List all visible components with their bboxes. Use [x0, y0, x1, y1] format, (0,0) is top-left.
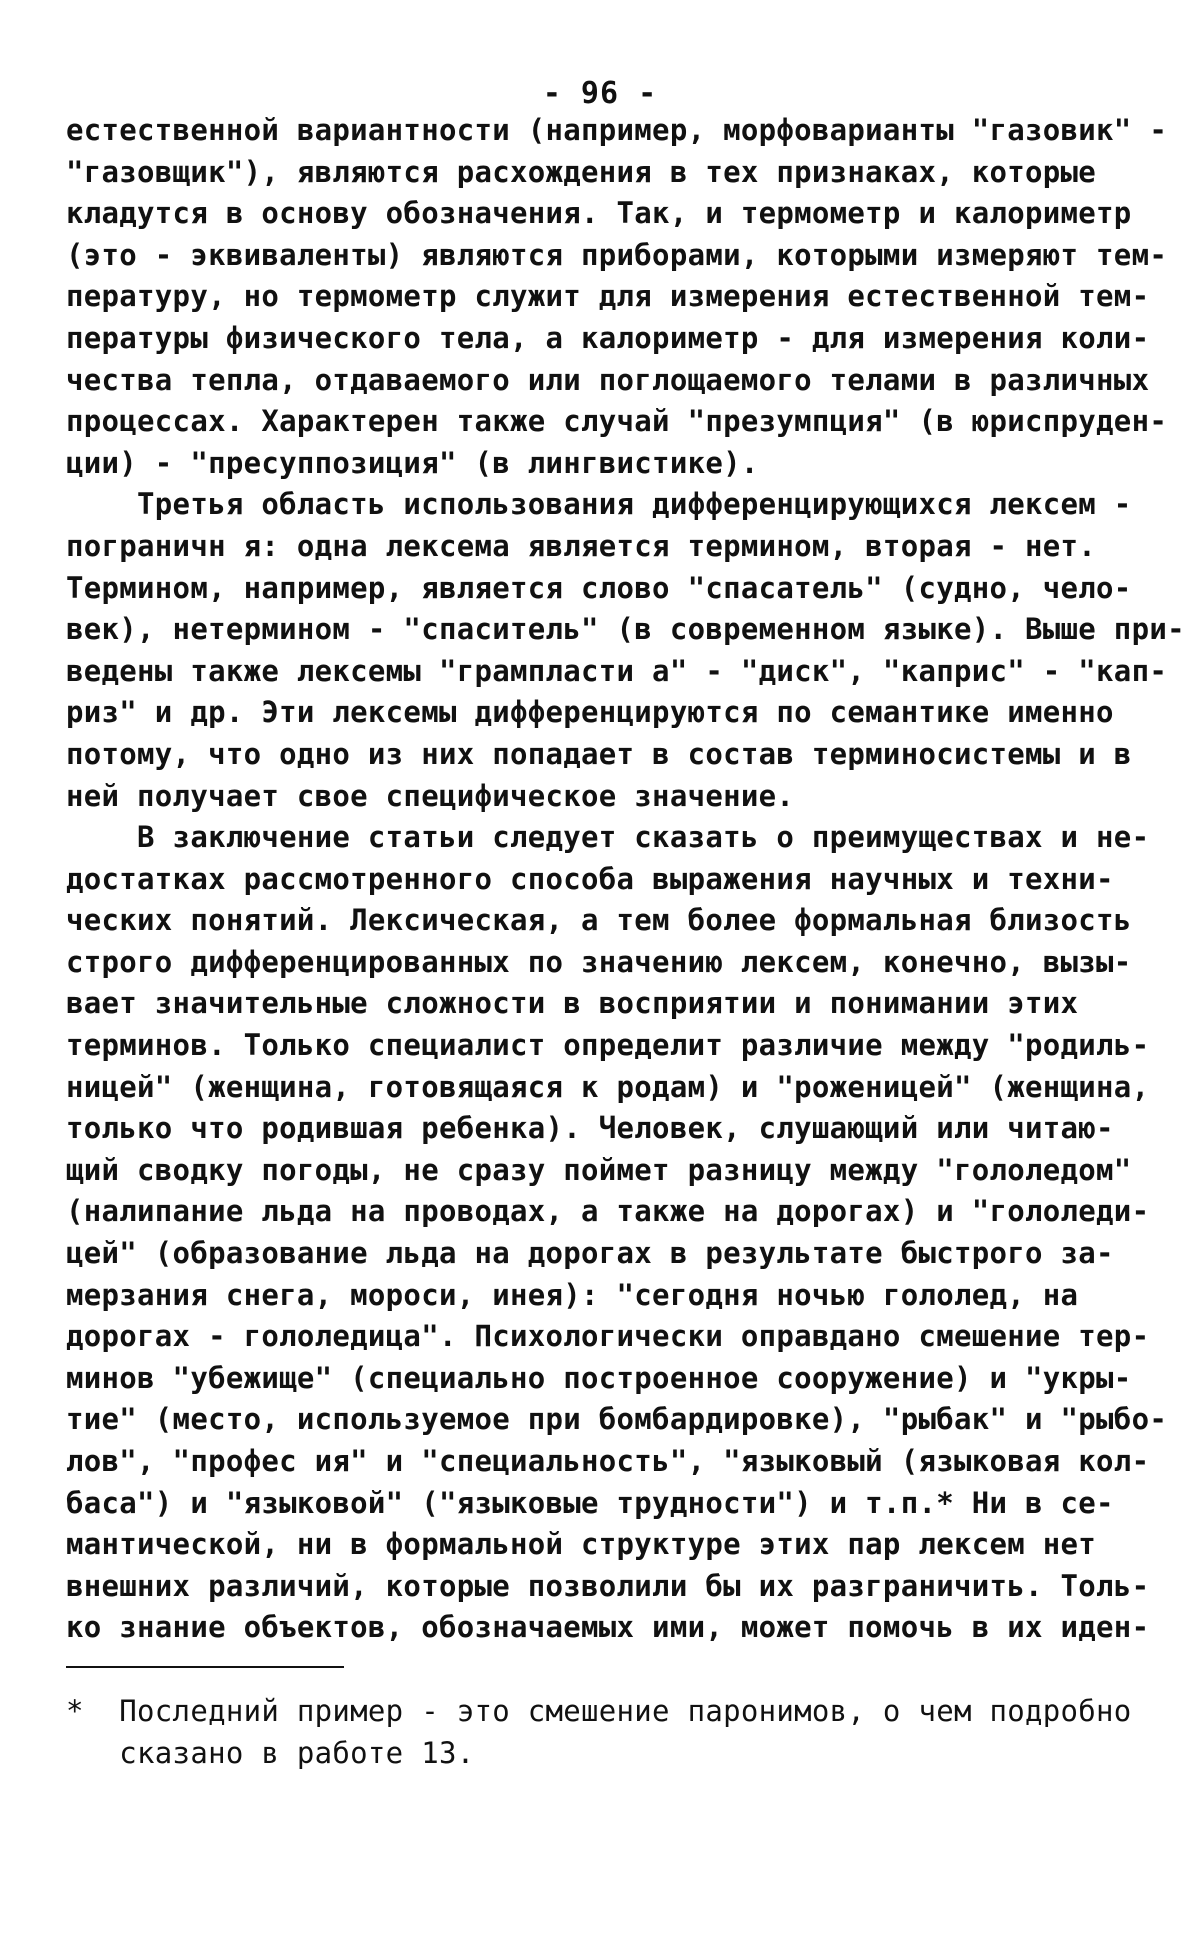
- text-line: "газовщик"), являются расхождения в тех признаках, которые: [66, 154, 1097, 189]
- text-line: ницей" (женщина, готовящаяся к родам) и "роженицей" (женщина,: [66, 1069, 1150, 1104]
- text-line: В заключение статьи следует сказать о преимуществах и не-: [66, 820, 1150, 855]
- text-line: (это - эквиваленты) являются приборами, которыми измеряют тем-: [66, 237, 1168, 272]
- text-line: ции) - "пресуппозиция" (в лингвистике).: [66, 445, 759, 480]
- footnote-line: сказано в работе 13.: [66, 1736, 475, 1770]
- footnote-line: * Последний пример - это смешение паронимов, о чем подробно: [66, 1694, 1132, 1728]
- text-line: потому, что одно из них попадает в состав терминосистемы и в: [66, 736, 1132, 771]
- text-line: достатках рассмотренного способа выражения научных и техни-: [66, 861, 1114, 896]
- text-line: цей" (образование льда на дорогах в результате быстрого за-: [66, 1236, 1114, 1271]
- text-line: вает значительные сложности в восприятии и понимании этих: [66, 986, 1079, 1021]
- text-line: дорогах - гололедица". Психологически оправдано смешение тер-: [66, 1319, 1150, 1354]
- text-line: мантической, ни в формальной структуре этих пар лексем нет: [66, 1527, 1097, 1562]
- text-line: (налипание льда на проводах, а также на дорогах) и "гололеди-: [66, 1194, 1150, 1229]
- text-line: внешних различий, которые позволили бы их разграничить. Толь-: [66, 1568, 1150, 1603]
- text-line: минов "убежище" (специально построенное сооружение) и "укры-: [66, 1360, 1132, 1395]
- text-line: щий сводку погоды, не сразу поймет разницу между "гололедом": [66, 1152, 1132, 1187]
- text-line: ведены также лексемы "грампласти а" - "диск", "каприс" - "кап-: [66, 653, 1168, 688]
- text-line: терминов. Только специалист определит различие между "родиль-: [66, 1028, 1150, 1063]
- text-line: пограничн я: одна лексема является термином, вторая - нет.: [66, 528, 1097, 563]
- text-line: пературу, но термометр служит для измерения естественной тем-: [66, 279, 1150, 314]
- text-line: мерзания снега, мороси, инея): "сегодня ночью гололед, на: [66, 1277, 1079, 1312]
- text-line: век), нетермином - "спаситель" (в современном языке). Выше при-: [66, 612, 1185, 647]
- footnote: [66, 1690, 1156, 1774]
- footnote-divider: [66, 1666, 344, 1668]
- text-line: процессах. Характерен также случай "презумпция" (в юриспруден-: [66, 404, 1168, 439]
- text-line: баса") и "языковой" ("языковые трудности") и т.п.* Ни в се-: [66, 1485, 1114, 1520]
- text-line: риз" и др. Эти лексемы дифференцируются по семантике именно: [66, 695, 1114, 730]
- text-line: тие" (место, используемое при бомбардировке), "рыбак" и "рыбо-: [66, 1402, 1168, 1437]
- text-line: ко знание объектов, обозначаемых ими, может помочь в их иден-: [66, 1610, 1150, 1645]
- text-line: только что родившая ребенка). Человек, слушающий или читаю-: [66, 1111, 1114, 1146]
- text-line: Третья область использования дифференцирующихся лексем -: [66, 487, 1132, 522]
- text-line: ческих понятий. Лексическая, а тем более формальная близость: [66, 903, 1132, 938]
- text-line: чества тепла, отдаваемого или поглощаемого телами в различных: [66, 362, 1150, 397]
- body-text: [66, 110, 1185, 1649]
- text-line: Термином, например, является слово "спасатель" (судно, чело-: [66, 570, 1132, 605]
- text-line: кладутся в основу обозначения. Так, и термометр и калориметр: [66, 196, 1132, 231]
- text-line: естественной вариантности (например, морфоварианты "газовик" -: [66, 113, 1168, 147]
- text-line: пературы физического тела, а калориметр - для измерения коли-: [66, 320, 1150, 355]
- page-number: - 96 -: [542, 76, 658, 111]
- text-line: строго дифференцированных по значению лексем, конечно, вызы-: [66, 944, 1132, 979]
- text-line: ней получает свое специфическое значение.: [66, 778, 795, 813]
- text-line: лов", "профес ия" и "специальность", "языковый (языковая кол-: [66, 1444, 1150, 1478]
